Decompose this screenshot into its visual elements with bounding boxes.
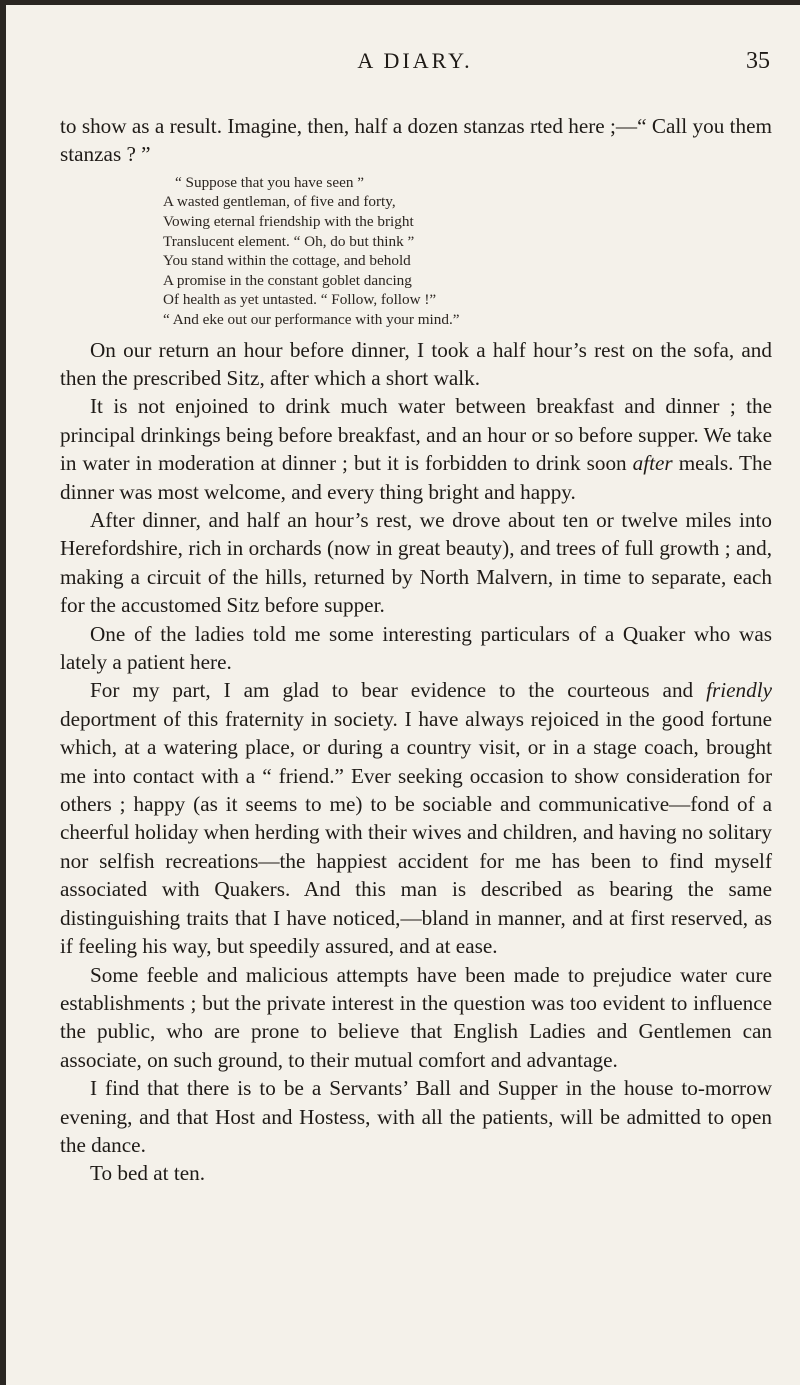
verse-line: “ Suppose that you have seen ”	[175, 173, 364, 191]
text-run: For my part, I am glad to bear evidence to the courteous and	[90, 678, 707, 703]
verse-line: “ And eke out our performance with your mind.”	[163, 310, 460, 328]
paragraph-bedtime: To bed at ten.	[90, 1161, 206, 1186]
paragraph-return-before-dinner: On our return an hour before dinner, I took a half hour’s rest on the sofa, and then the prescribed Sitz, after which a short walk.	[60, 337, 772, 390]
paragraph-water-cure-prejudice: Some feeble and malicious attempts have been made to prejudice water cure establishments ; but the private interest in the question was too evident to influence the public, who are prone to believe that English Ladies and Gentlemen can associate, on such ground, to their mutual comfort and advantage.	[60, 962, 772, 1072]
scan-edge-left	[0, 0, 6, 1385]
page-header	[60, 48, 770, 88]
running-title: A DIARY.	[357, 48, 473, 73]
text-run: deportment of this fraternity in society. I have always rejoiced in the good fortune which, at a watering place, or during a country visit, or in a stage coach, brought me into contact with a “ friend.” Ever seeking occasion to show consideration for others ; happy (as it seems to me) to be sociable and communicative—fond of a cheerful holiday when herding with their wives and children, and having no solitary nor selfish recreations—the happiest accident for me has been to find myself associated with Quakers. And this man is described as bearing the same distinguishing traits that I have noticed,—bland in manner, and at first reserved, as if feeling his way, but speedily assured, and at ease.	[60, 706, 772, 959]
verse-line: A promise in the constant goblet dancing	[163, 271, 412, 289]
verse-line: Of health as yet untasted. “ Follow, follow !”	[163, 291, 437, 309]
verse-line: You stand within the cottage, and behold	[163, 252, 411, 270]
body-text	[60, 112, 772, 1188]
quoted-verse	[163, 173, 772, 330]
paragraph-quaker-patient: One of the ladies told me some interesting particulars of a Quaker who was lately a patient here.	[60, 621, 772, 675]
paragraph-drinking-water	[60, 392, 772, 506]
emphasis: friendly	[706, 678, 772, 703]
paragraph-friends-deportment	[60, 676, 772, 960]
paragraph-drive-herefordshire: After dinner, and half an hour’s rest, we drove about ten or twelve miles into Herefordshire, rich in orchards (now in great beauty), and trees of full growth ; and, making a circuit of the hills, returned by North Malvern, in time to separate, each for the accustomed Sitz before supper.	[60, 508, 772, 618]
verse-line: Translucent element. “ Oh, do but think ”	[163, 232, 415, 250]
verse-line: Vowing eternal friendship with the bright	[163, 213, 414, 230]
text-run: It is not enjoined to drink much water between breakfast and dinner ; the principal drinkings being before breakfast, and an hour or so before supper. We take in water in moderation at dinner ; but it is forbidden to drink soon	[60, 394, 772, 476]
verse-line: A wasted gentleman, of five and forty,	[163, 193, 396, 211]
opening-paragraph: to show as a result. Imagine, then, half a dozen stanzas rted here ;—“ Call you them stanzas ? ”	[60, 114, 772, 167]
paragraph-servants-ball: I find that there is to be a Servants’ Ball and Supper in the house to-morrow evening, and that Host and Hostess, with all the patients, will be admitted to open the dance.	[60, 1076, 772, 1157]
page-number: 35	[746, 48, 770, 74]
scan-edge-top	[0, 0, 800, 5]
text-run: meals. The dinner was most welcome, and every thing bright and happy.	[60, 451, 772, 504]
emphasis: after	[632, 451, 673, 476]
